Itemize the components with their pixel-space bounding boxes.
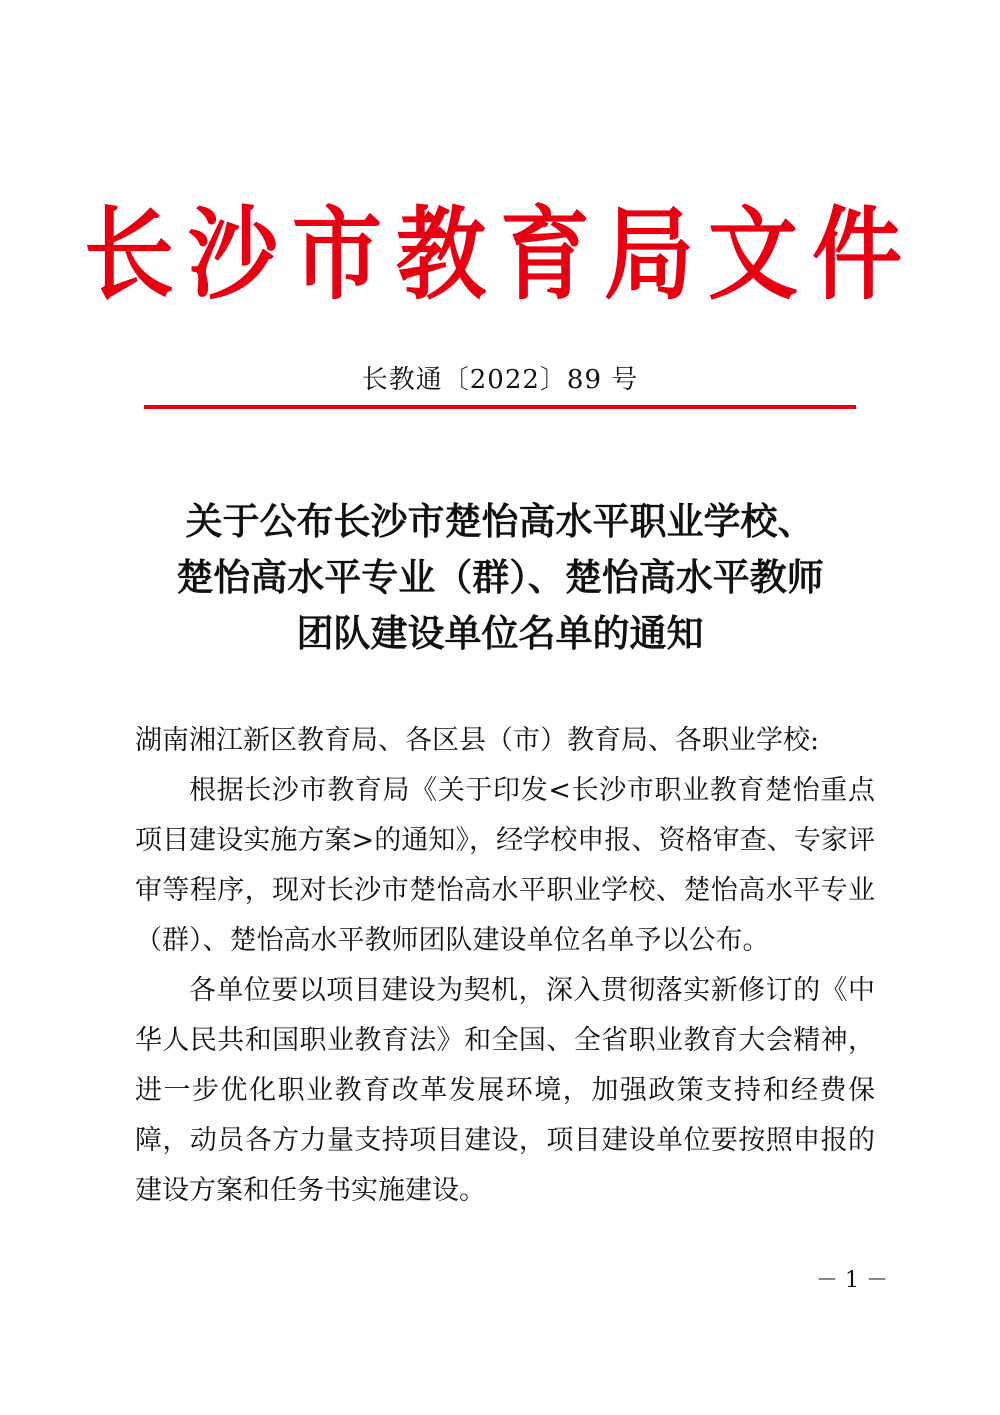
notice-body <box>135 716 875 1216</box>
issuer-masthead: 长沙市教育局文件 <box>84 196 916 315</box>
page-number: － 1 － <box>816 1268 888 1293</box>
title-line-1: 关于公布长沙市楚怡高水平职业学校、 <box>185 500 815 543</box>
red-separator-line <box>144 405 856 409</box>
salutation: 湖南湘江新区教育局、各区县（市）教育局、各职业学校: <box>135 725 820 756</box>
title-line-2: 楚怡高水平专业（群）、楚怡高水平教师 <box>176 556 824 599</box>
body-paragraph-2: 各单位要以项目建设为契机，深入贯彻落实新修订的《中华人民共和国职业教育法》和全国、全省职业教育大会精神，进一步优化职业教育改革发展环境，加强政策支持和经费保障，动员各方力量支持项目建设，项目建设单位要按照申报的建设方案和任务书实施建设。 <box>135 975 875 1206</box>
notice-title <box>0 494 1000 662</box>
document-number: 长教通〔2022〕89 号 <box>361 365 639 395</box>
title-line-3: 团队建设单位名单的通知 <box>296 612 704 655</box>
body-paragraph-1: 根据长沙市教育局《关于印发<长沙市职业教育楚怡重点项目建设实施方案>的通知》，经学校申报、资格审查、专家评审等程序，现对长沙市楚怡高水平职业学校、楚怡高水平专业（群）、楚怡高水平教师团队建设单位名单予以公布。 <box>135 775 875 956</box>
